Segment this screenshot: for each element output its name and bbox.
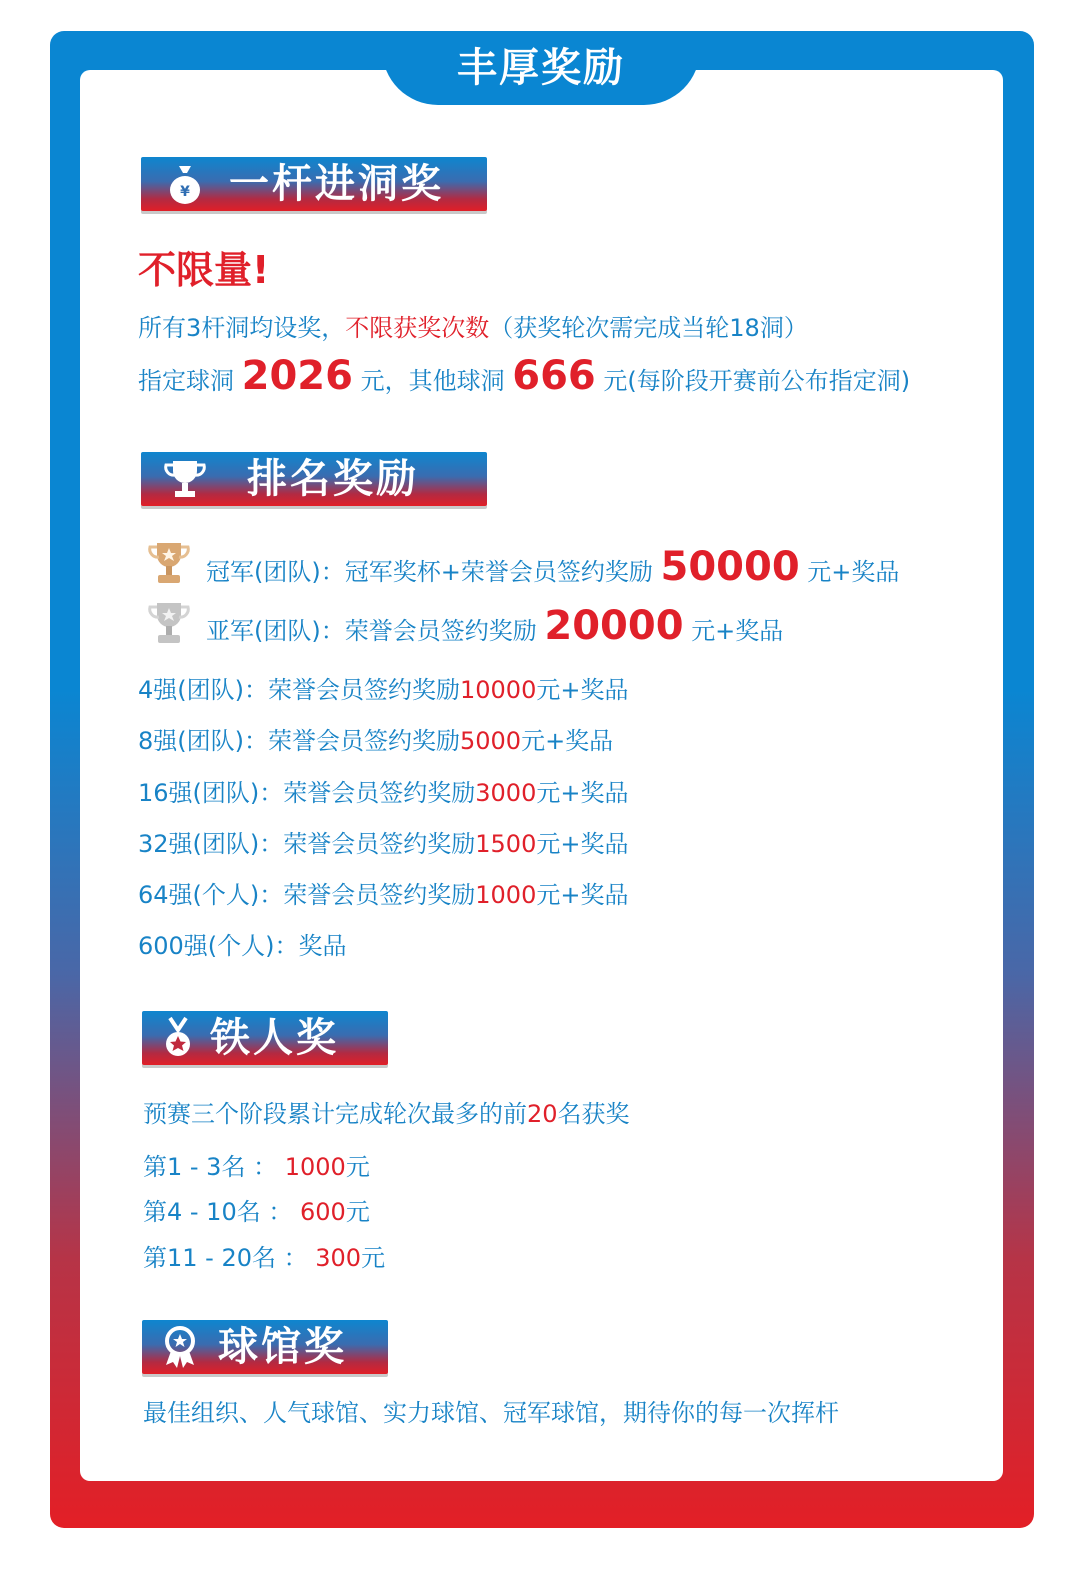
banner-title: 排名奖励	[247, 456, 419, 502]
text-segment: 元	[345, 1153, 370, 1181]
text-segment: 64强(个人)：荣誉会员签约奖励	[138, 881, 476, 909]
award-ribbon-icon	[158, 1325, 202, 1369]
banner-title: 球馆奖	[218, 1324, 347, 1370]
hole-in-one-line-2	[138, 352, 910, 405]
ranking-row	[138, 776, 628, 810]
champion-row	[206, 543, 899, 596]
prize-amount: 50000	[660, 544, 800, 590]
text-segment: 元	[361, 1244, 386, 1272]
svg-text:¥: ¥	[180, 184, 190, 200]
text-segment: 元，其他球洞	[360, 367, 505, 395]
banner-venue	[142, 1320, 388, 1374]
text-segment: 第1 - 3名 ：	[143, 1153, 278, 1181]
prize-amount: 2026	[241, 353, 353, 399]
banner-iron-man	[142, 1011, 388, 1065]
text-segment: 4强(团队)：荣誉会员签约奖励	[138, 676, 460, 704]
prize-amount: 10000	[460, 676, 537, 704]
prize-amount: 1000	[284, 1153, 346, 1181]
iron-man-row	[143, 1195, 370, 1229]
iron-man-intro	[143, 1097, 630, 1131]
text-segment: 600强(个人)：奖品	[138, 932, 347, 960]
prize-amount: 600	[300, 1198, 346, 1226]
ranking-row	[138, 878, 628, 912]
text-segment: 32强(团队)：荣誉会员签约奖励	[138, 830, 476, 858]
prize-amount: 666	[512, 353, 596, 399]
gold-trophy-icon	[147, 541, 191, 589]
text-segment: 元+奖品	[807, 558, 900, 586]
prize-amount: 20000	[544, 603, 684, 649]
ranking-row	[138, 929, 347, 963]
text-segment: 元+奖品	[691, 617, 784, 645]
text-segment: 元+奖品	[536, 881, 629, 909]
text-segment: 元	[345, 1198, 370, 1226]
text-segment: 元+奖品	[521, 727, 614, 755]
prize-amount: 1500	[475, 830, 537, 858]
text-segment: 元+奖品	[536, 830, 629, 858]
hole-in-one-line-1	[138, 311, 808, 345]
text-segment: 冠军(团队)：冠军奖杯+荣誉会员签约奖励	[206, 558, 653, 586]
prize-amount: 3000	[475, 779, 537, 807]
text-segment: 第11 - 20名 ：	[143, 1244, 308, 1272]
medal-icon	[156, 1016, 200, 1060]
text-segment: 预赛三个阶段累计完成轮次最多的前	[143, 1100, 527, 1128]
unlimited-headline: 不限量!	[138, 248, 270, 292]
highlight-text: 20	[527, 1100, 558, 1128]
text-segment: 名获奖	[557, 1100, 630, 1128]
runner-up-row	[206, 602, 783, 655]
prize-amount: 300	[315, 1244, 362, 1272]
text-segment: 亚军(团队)：荣誉会员签约奖励	[206, 617, 537, 645]
trophy-icon	[163, 457, 207, 501]
banner-title: 铁人奖	[210, 1015, 339, 1061]
highlight-text: 不限获奖次数	[345, 314, 490, 342]
silver-trophy-icon	[147, 601, 191, 649]
page-title: 丰厚奖励	[457, 45, 625, 91]
ranking-row	[138, 673, 628, 707]
text-segment: 所有3杆洞均设奖，	[138, 314, 346, 342]
text-segment: 元(每阶段开赛前公布指定洞)	[603, 367, 911, 395]
text-segment: 元+奖品	[536, 676, 629, 704]
iron-man-row	[143, 1241, 385, 1275]
text-segment: （获奖轮次需完成当轮18洞）	[489, 314, 808, 342]
banner-title: 一杆进洞奖	[229, 161, 444, 207]
text-segment: 元+奖品	[536, 779, 629, 807]
venue-text: 最佳组织、人气球馆、实力球馆、冠军球馆，期待你的每一次挥杆	[143, 1399, 839, 1427]
iron-man-row	[143, 1150, 370, 1184]
banner-hole-in-one	[141, 157, 487, 211]
prize-amount: 1000	[475, 881, 537, 909]
prize-amount: 5000	[460, 727, 522, 755]
text-segment: 8强(团队)：荣誉会员签约奖励	[138, 727, 460, 755]
text-segment: 16强(团队)：荣誉会员签约奖励	[138, 779, 476, 807]
ranking-row	[138, 724, 613, 758]
ranking-row	[138, 827, 628, 861]
text-segment: 指定球洞	[138, 367, 234, 395]
money-bag-icon	[163, 162, 207, 206]
text-segment: 第4 - 10名 ：	[143, 1198, 293, 1226]
banner-ranking	[141, 452, 487, 506]
